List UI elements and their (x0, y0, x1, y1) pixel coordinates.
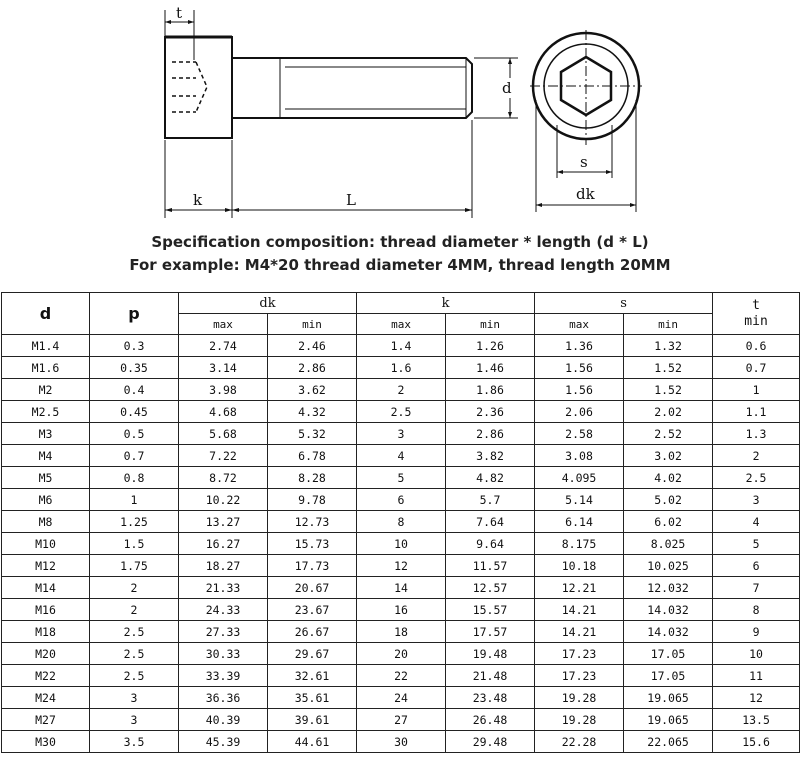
cell-s-min: 17.05 (624, 665, 713, 687)
cell-dk-min: 20.67 (268, 577, 357, 599)
cell-dk-max: 40.39 (179, 709, 268, 731)
header-k: k (357, 293, 535, 314)
label-dk: dk (576, 185, 595, 203)
cell-k-max: 27 (357, 709, 446, 731)
cell-s-min: 2.52 (624, 423, 713, 445)
cell-s-max: 8.175 (535, 533, 624, 555)
spec-composition-caption: Specification composition: thread diameter * length (d * L) (151, 233, 649, 251)
cell-k-max: 6 (357, 489, 446, 511)
cell-dk-max: 33.39 (179, 665, 268, 687)
cell-dk-min: 44.61 (268, 731, 357, 753)
header-d: d (2, 293, 90, 335)
cell-k-min: 11.57 (446, 555, 535, 577)
cell-t-min: 1.3 (713, 423, 800, 445)
cell-dk-max: 16.27 (179, 533, 268, 555)
cell-dk-min: 32.61 (268, 665, 357, 687)
label-L: L (346, 191, 356, 209)
table-row (2, 357, 800, 379)
cell-dk-max: 13.27 (179, 511, 268, 533)
cell-dk-max: 8.72 (179, 467, 268, 489)
cell-d: M20 (2, 643, 90, 665)
cell-k-min: 1.46 (446, 357, 535, 379)
cell-dk-max: 10.22 (179, 489, 268, 511)
cell-t-min: 13.5 (713, 709, 800, 731)
cell-s-min: 5.02 (624, 489, 713, 511)
cell-s-max: 19.28 (535, 687, 624, 709)
cell-s-max: 12.21 (535, 577, 624, 599)
cell-d: M2 (2, 379, 90, 401)
cell-dk-min: 17.73 (268, 555, 357, 577)
cell-k-min: 2.36 (446, 401, 535, 423)
cell-dk-min: 8.28 (268, 467, 357, 489)
cell-s-min: 10.025 (624, 555, 713, 577)
cell-d: M27 (2, 709, 90, 731)
cell-t-min: 1 (713, 379, 800, 401)
cell-dk-min: 3.62 (268, 379, 357, 401)
header-dk: dk (179, 293, 357, 314)
table-row (2, 533, 800, 555)
cell-s-min: 17.05 (624, 643, 713, 665)
cell-s-min: 8.025 (624, 533, 713, 555)
cell-dk-max: 30.33 (179, 643, 268, 665)
cell-s-min: 2.02 (624, 401, 713, 423)
cell-dk-max: 4.68 (179, 401, 268, 423)
cell-k-min: 29.48 (446, 731, 535, 753)
cell-d: M16 (2, 599, 90, 621)
cell-p: 0.5 (90, 423, 179, 445)
cell-p: 0.8 (90, 467, 179, 489)
table-row (2, 489, 800, 511)
cell-p: 2.5 (90, 665, 179, 687)
cell-s-max: 5.14 (535, 489, 624, 511)
cell-t-min: 9 (713, 621, 800, 643)
cell-s-max: 10.18 (535, 555, 624, 577)
table-row (2, 643, 800, 665)
cell-s-max: 22.28 (535, 731, 624, 753)
header-p: p (90, 293, 179, 335)
cell-dk-max: 24.33 (179, 599, 268, 621)
cell-s-max: 3.08 (535, 445, 624, 467)
cell-t-min: 1.1 (713, 401, 800, 423)
cell-p: 2 (90, 577, 179, 599)
table-row (2, 555, 800, 577)
cell-t-min: 7 (713, 577, 800, 599)
header-t-min: min (744, 313, 768, 329)
table-row (2, 709, 800, 731)
cell-t-min: 0.7 (713, 357, 800, 379)
cell-k-max: 4 (357, 445, 446, 467)
cell-t-min: 6 (713, 555, 800, 577)
table-row (2, 467, 800, 489)
cell-s-max: 2.06 (535, 401, 624, 423)
cell-p: 3 (90, 687, 179, 709)
table-row (2, 599, 800, 621)
cell-k-min: 12.57 (446, 577, 535, 599)
cell-s-min: 6.02 (624, 511, 713, 533)
spec-example-caption: For example: M4*20 thread diameter 4MM, thread length 20MM (129, 256, 671, 274)
cell-k-max: 20 (357, 643, 446, 665)
header-t (713, 293, 800, 335)
header-t-label: t (752, 297, 760, 313)
cell-d: M3 (2, 423, 90, 445)
cell-p: 1 (90, 489, 179, 511)
cell-d: M18 (2, 621, 90, 643)
cell-k-max: 12 (357, 555, 446, 577)
cell-d: M1.4 (2, 335, 90, 357)
cell-dk-min: 2.46 (268, 335, 357, 357)
header-s-min: min (624, 314, 713, 335)
cell-s-min: 4.02 (624, 467, 713, 489)
cell-p: 2.5 (90, 643, 179, 665)
cell-dk-max: 2.74 (179, 335, 268, 357)
cell-k-max: 16 (357, 599, 446, 621)
cell-t-min: 11 (713, 665, 800, 687)
cell-k-max: 3 (357, 423, 446, 445)
cell-k-max: 18 (357, 621, 446, 643)
table-row (2, 445, 800, 467)
cell-d: M12 (2, 555, 90, 577)
cell-p: 0.35 (90, 357, 179, 379)
cell-d: M1.6 (2, 357, 90, 379)
cell-k-max: 2.5 (357, 401, 446, 423)
cell-d: M30 (2, 731, 90, 753)
cell-k-min: 1.26 (446, 335, 535, 357)
cell-d: M22 (2, 665, 90, 687)
cell-p: 3 (90, 709, 179, 731)
table-row (2, 577, 800, 599)
cell-k-max: 8 (357, 511, 446, 533)
table-row (2, 379, 800, 401)
cell-k-min: 3.82 (446, 445, 535, 467)
cell-p: 1.5 (90, 533, 179, 555)
cell-t-min: 0.6 (713, 335, 800, 357)
cell-k-min: 23.48 (446, 687, 535, 709)
cell-d: M8 (2, 511, 90, 533)
cell-dk-max: 36.36 (179, 687, 268, 709)
cell-s-min: 1.52 (624, 357, 713, 379)
cell-dk-min: 2.86 (268, 357, 357, 379)
header-k-max: max (357, 314, 446, 335)
cell-d: M24 (2, 687, 90, 709)
cell-s-max: 17.23 (535, 665, 624, 687)
cell-k-max: 10 (357, 533, 446, 555)
cell-dk-max: 7.22 (179, 445, 268, 467)
cell-s-min: 1.32 (624, 335, 713, 357)
table-row (2, 687, 800, 709)
label-k: k (193, 191, 203, 209)
cell-dk-min: 35.61 (268, 687, 357, 709)
cell-s-max: 2.58 (535, 423, 624, 445)
cell-dk-min: 39.61 (268, 709, 357, 731)
cell-s-max: 14.21 (535, 621, 624, 643)
table-row (2, 423, 800, 445)
cell-t-min: 2.5 (713, 467, 800, 489)
cell-p: 1.75 (90, 555, 179, 577)
label-t: t (176, 4, 183, 22)
cell-t-min: 2 (713, 445, 800, 467)
cell-p: 2.5 (90, 621, 179, 643)
cell-k-max: 5 (357, 467, 446, 489)
cell-k-min: 9.64 (446, 533, 535, 555)
cell-s-max: 1.56 (535, 357, 624, 379)
cell-s-min: 12.032 (624, 577, 713, 599)
screw-technical-drawing (0, 0, 800, 230)
cell-s-min: 14.032 (624, 599, 713, 621)
specification-table-body (2, 335, 800, 753)
cell-t-min: 15.6 (713, 731, 800, 753)
table-row (2, 335, 800, 357)
table-row (2, 665, 800, 687)
cell-dk-max: 45.39 (179, 731, 268, 753)
cell-k-min: 26.48 (446, 709, 535, 731)
cell-k-min: 17.57 (446, 621, 535, 643)
cell-s-max: 17.23 (535, 643, 624, 665)
table-row (2, 401, 800, 423)
cell-p: 0.4 (90, 379, 179, 401)
header-dk-min: min (268, 314, 357, 335)
label-s: s (580, 153, 588, 171)
cell-dk-max: 21.33 (179, 577, 268, 599)
cell-k-max: 1.4 (357, 335, 446, 357)
header-s: s (535, 293, 713, 314)
cell-d: M6 (2, 489, 90, 511)
cell-dk-min: 15.73 (268, 533, 357, 555)
cell-dk-max: 18.27 (179, 555, 268, 577)
cell-s-min: 19.065 (624, 709, 713, 731)
cell-k-max: 22 (357, 665, 446, 687)
cell-k-min: 5.7 (446, 489, 535, 511)
header-k-min: min (446, 314, 535, 335)
specification-table (1, 292, 800, 753)
cell-dk-min: 29.67 (268, 643, 357, 665)
cell-s-max: 1.56 (535, 379, 624, 401)
cell-p: 0.3 (90, 335, 179, 357)
cell-d: M4 (2, 445, 90, 467)
cell-k-max: 2 (357, 379, 446, 401)
cell-d: M2.5 (2, 401, 90, 423)
cell-s-min: 1.52 (624, 379, 713, 401)
cell-dk-min: 26.67 (268, 621, 357, 643)
cell-t-min: 3 (713, 489, 800, 511)
table-row (2, 511, 800, 533)
cell-p: 0.45 (90, 401, 179, 423)
cell-t-min: 5 (713, 533, 800, 555)
cell-k-max: 30 (357, 731, 446, 753)
cell-dk-min: 12.73 (268, 511, 357, 533)
cell-d: M14 (2, 577, 90, 599)
cell-dk-min: 23.67 (268, 599, 357, 621)
cell-k-min: 15.57 (446, 599, 535, 621)
cell-p: 0.7 (90, 445, 179, 467)
header-dk-max: max (179, 314, 268, 335)
cell-k-min: 1.86 (446, 379, 535, 401)
cell-k-min: 21.48 (446, 665, 535, 687)
cell-dk-max: 5.68 (179, 423, 268, 445)
cell-p: 3.5 (90, 731, 179, 753)
cell-s-max: 19.28 (535, 709, 624, 731)
cell-k-min: 4.82 (446, 467, 535, 489)
cell-k-max: 14 (357, 577, 446, 599)
table-row (2, 621, 800, 643)
cell-k-min: 2.86 (446, 423, 535, 445)
cell-k-min: 7.64 (446, 511, 535, 533)
cell-k-max: 1.6 (357, 357, 446, 379)
cell-dk-max: 27.33 (179, 621, 268, 643)
cell-k-min: 19.48 (446, 643, 535, 665)
cell-dk-max: 3.14 (179, 357, 268, 379)
cell-s-max: 6.14 (535, 511, 624, 533)
cell-d: M5 (2, 467, 90, 489)
cell-d: M10 (2, 533, 90, 555)
cell-t-min: 4 (713, 511, 800, 533)
screw-head (165, 37, 232, 138)
cell-s-max: 4.095 (535, 467, 624, 489)
header-s-max: max (535, 314, 624, 335)
cell-s-max: 14.21 (535, 599, 624, 621)
cell-t-min: 10 (713, 643, 800, 665)
cell-s-min: 3.02 (624, 445, 713, 467)
cell-dk-min: 6.78 (268, 445, 357, 467)
cell-dk-min: 4.32 (268, 401, 357, 423)
cell-dk-min: 5.32 (268, 423, 357, 445)
cell-k-max: 24 (357, 687, 446, 709)
cell-t-min: 12 (713, 687, 800, 709)
cell-s-min: 19.065 (624, 687, 713, 709)
cell-s-max: 1.36 (535, 335, 624, 357)
cell-p: 1.25 (90, 511, 179, 533)
cell-dk-min: 9.78 (268, 489, 357, 511)
table-row (2, 731, 800, 753)
label-d: d (502, 79, 512, 97)
cell-p: 2 (90, 599, 179, 621)
cell-s-min: 14.032 (624, 621, 713, 643)
cell-s-min: 22.065 (624, 731, 713, 753)
cell-t-min: 8 (713, 599, 800, 621)
cell-dk-max: 3.98 (179, 379, 268, 401)
